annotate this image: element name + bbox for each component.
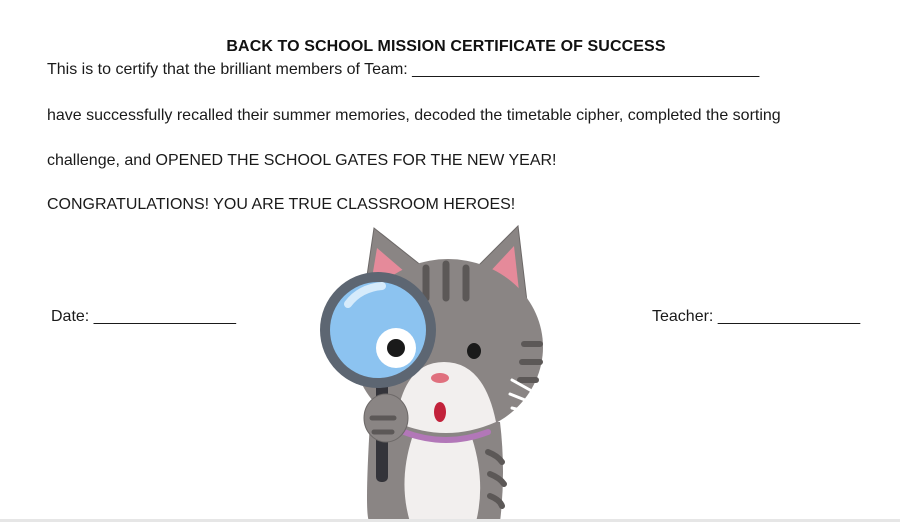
certificate-title: BACK TO SCHOOL MISSION CERTIFICATE OF SUCCESS xyxy=(226,38,666,55)
date-line: Date: ________________ xyxy=(51,308,237,325)
teacher-line: Teacher: ________________ xyxy=(652,308,861,325)
congratulations-line: CONGRATULATIONS! YOU ARE TRUE CLASSROOM HEROES! xyxy=(47,196,516,213)
cat-with-magnifying-glass-icon xyxy=(300,222,560,522)
achievement-line-1: have successfully recalled their summer memories, decoded the timetable cipher, completed the sorting xyxy=(47,107,781,124)
achievement-line-2: challenge, and OPENED THE SCHOOL GATES FOR THE NEW YEAR! xyxy=(47,152,557,169)
team-line: This is to certify that the brilliant members of Team: _______________________________________ xyxy=(47,61,760,78)
